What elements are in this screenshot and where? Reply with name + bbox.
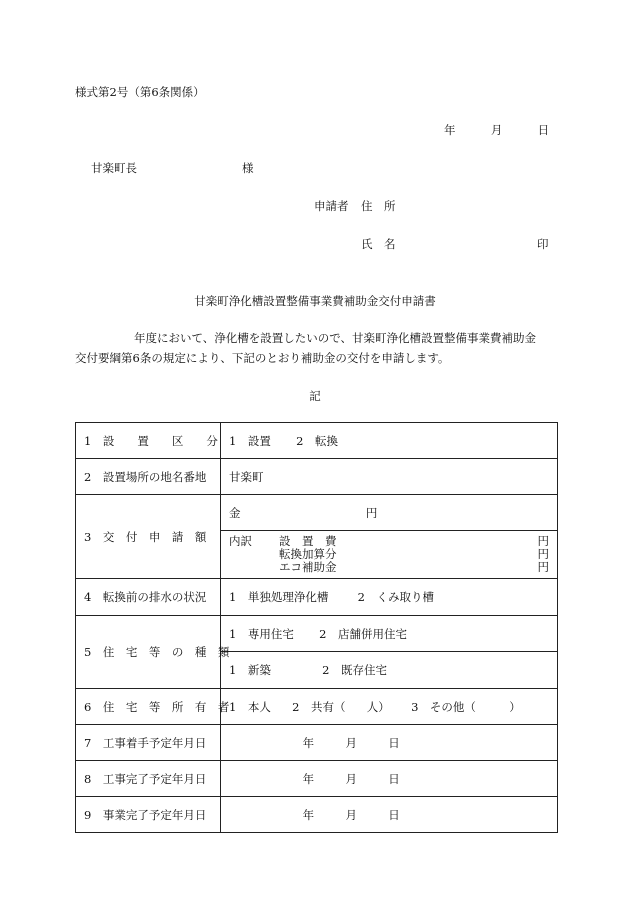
date-day: 日 [537,123,550,137]
item-eco-subsidy: エコ補助金 [279,560,337,574]
row-drainage [76,579,558,616]
label-construction-start: 7 工事着手予定年月日 [76,725,221,761]
ymd-year: 年 [302,771,315,786]
breakdown-line [229,535,549,548]
shared-count-suffix: 人） [366,699,390,714]
field-housing-use[interactable] [221,616,558,652]
field-drainage[interactable] [221,579,558,616]
label-housing-type: 5 住 宅 等 の 種 類 [76,616,221,689]
item-install-cost: 設 置 費 [279,534,337,548]
option-existing[interactable]: 2 既存住宅 [322,663,387,677]
item-yen: 円 [537,547,549,561]
field-construction-end[interactable] [221,761,558,797]
label-project-end: 9 事業完了予定年月日 [76,797,221,833]
ymd-year: 年 [302,807,315,822]
date-year: 年 [444,123,456,137]
field-location[interactable]: 甘楽町 [221,459,558,495]
kin-label: 金 [229,505,241,520]
breakdown-line [229,561,549,574]
application-table [75,422,558,833]
other-suffix: ） [509,699,521,714]
date-month: 月 [490,123,503,137]
row-location [76,459,558,495]
label-drainage: 4 転換前の排水の状況 [76,579,221,616]
seal-mark: 印 [537,237,549,251]
label-location: 2 設置場所の地名番地 [76,459,221,495]
yen-label: 円 [365,505,378,520]
option-convert[interactable]: 2 転換 [296,433,338,448]
addressee: 甘楽町長 [91,161,137,175]
applicant-label: 申請者 [314,199,349,213]
field-owner[interactable] [221,689,558,725]
row-project-end [76,797,558,833]
option-single-tank[interactable]: 1 単独処理浄化槽 [229,590,329,604]
field-breakdown[interactable] [221,531,558,579]
item-yen: 円 [537,560,549,574]
name-label: 氏 名 [361,237,396,251]
ymd-month: 月 [345,771,357,786]
breakdown-line [229,548,549,561]
field-housing-age[interactable] [221,652,558,689]
form-number: 様式第2号（第6条関係） [75,85,205,99]
ymd-month: 月 [345,735,357,750]
body-line-1: 年度において、浄化槽を設置したいので、甘楽町浄化槽設置整備事業費補助金 [134,331,537,345]
label-owner: 6 住 宅 等 所 有 者 [76,689,221,725]
row-amount [76,495,558,531]
row-construction-end [76,761,558,797]
ymd-month: 月 [345,807,357,822]
breakdown-label: 内訳 [229,534,252,548]
ymd-year: 年 [302,735,315,750]
label-amount: 3 交 付 申 請 額 [76,495,221,579]
field-project-end[interactable] [221,797,558,833]
option-shared[interactable]: 2 共有（ [292,699,346,714]
ymd-day: 日 [388,807,400,822]
honorific: 様 [242,161,254,175]
row-install-type [76,423,558,459]
ymd-day: 日 [388,735,400,750]
document-title: 甘楽町浄化槽設置整備事業費補助金交付申請書 [194,294,436,308]
option-new-build[interactable]: 1 新築 [229,663,271,677]
row-housing-type [76,616,558,652]
label-construction-end: 8 工事完了予定年月日 [76,761,221,797]
option-other[interactable]: 3 その他（ [411,699,476,714]
option-pit-tank[interactable]: 2 くみ取り槽 [357,590,434,604]
body-line-2: 交付要綱第6条の規定により、下記のとおり補助金の交付を申請します。 [75,351,450,365]
option-install[interactable]: 1 設置 [229,433,271,448]
option-dedicated-house[interactable]: 1 専用住宅 [229,626,294,641]
item-conversion-add: 転換加算分 [279,547,337,561]
label-install-type: 1 設 置 区 分 [76,423,221,459]
ki-heading: 記 [309,389,321,403]
row-owner [76,689,558,725]
field-amount[interactable] [221,495,558,531]
item-yen: 円 [537,534,549,548]
option-self[interactable]: 1 本人 [229,699,271,714]
row-construction-start [76,725,558,761]
ymd-day: 日 [388,771,400,786]
address-label: 住 所 [361,199,396,213]
field-construction-start[interactable] [221,725,558,761]
field-install-type[interactable] [221,423,558,459]
date-line [444,122,549,138]
option-shop-house[interactable]: 2 店舗併用住宅 [319,626,407,641]
